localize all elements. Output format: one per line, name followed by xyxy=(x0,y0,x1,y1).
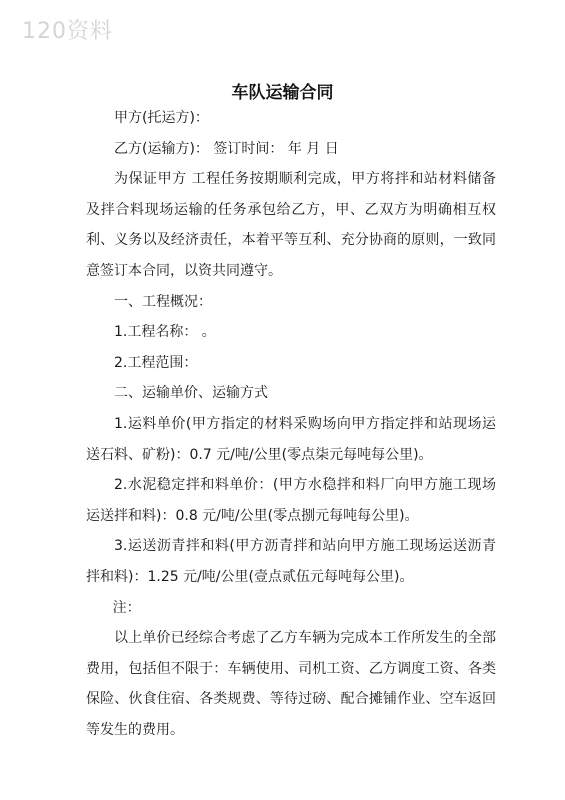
pricing-item-2: 2.水泥稳定拌和料单价：(甲方水稳拌和料厂向甲方施工现场运送拌和料)：0.8 元/吨/公里(零点捌元每吨每公里)。 xyxy=(86,477,496,524)
document-body xyxy=(86,103,496,745)
section-heading-overview: 一、工程概况： xyxy=(114,293,212,310)
pricing-item-3: 3.运送沥青拌和料(甲方沥青拌和站向甲方施工现场运送沥青拌和料)：1.25 元/吨/公里(壹点贰伍元每吨每公里)。 xyxy=(86,538,496,585)
page-title: 车队运输合同 xyxy=(231,83,334,103)
watermark: 120资料 xyxy=(22,19,113,44)
note-label: 注： xyxy=(112,599,141,616)
note-paragraph: 以上单价已经综合考虑了乙方车辆为完成本工作所发生的全部费用，包括但不限于：车辆使用、司机工资、乙方调度工资、各类保险、伙食住宿、各类规费、等待过磅、配合摊铺作业、空车返回等发生的费用。 xyxy=(86,630,496,738)
section-heading-pricing: 二、运输单价、运输方式 xyxy=(114,385,268,402)
party-b-line: 乙方(运输方)： 签订时间： 年 月 日 xyxy=(114,140,339,157)
pricing-item-1: 1.运料单价(甲方指定的材料采购场向甲方指定拌和站现场运送石料、矿粉)：0.7 元/吨/公里(零点柒元每吨每公里)。 xyxy=(86,415,496,463)
project-name-line: 1.工程名称： 。 xyxy=(114,324,216,341)
project-scope-line: 2.工程范围： xyxy=(114,354,198,371)
party-a-line: 甲方(托运方)： xyxy=(114,110,209,126)
preamble-paragraph: 为保证甲方 工程任务按期顺利完成，甲方将拌和站材料储备及拌合料现场运输的任务承包给乙方，甲、乙双方为明确相互权利、义务以及经济责任，本着平等互利、充分协商的原则，一致同意签订本合同，以资共同遵守。 xyxy=(86,171,496,279)
